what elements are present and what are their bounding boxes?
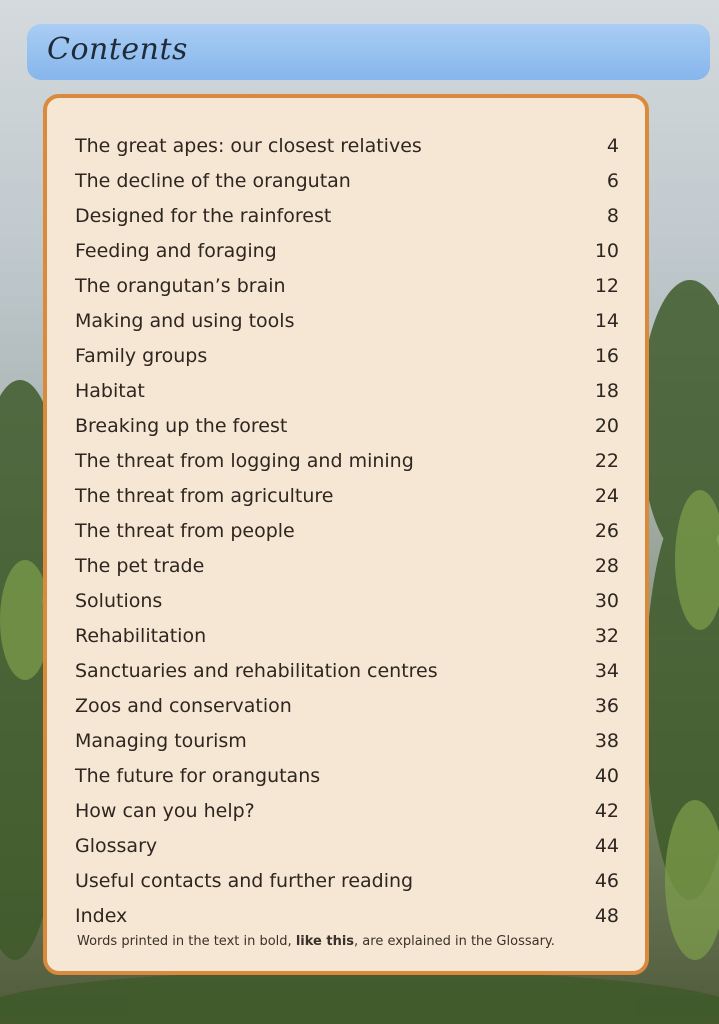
toc-entry-title: Glossary <box>75 834 158 857</box>
toc-entry-page: 48 <box>594 904 619 927</box>
toc-entry <box>75 548 619 583</box>
toc-entry <box>75 198 619 233</box>
toc-entry-page: 30 <box>594 589 619 612</box>
toc-entry-page: 40 <box>594 764 619 787</box>
toc-entry-page: 20 <box>594 414 619 437</box>
toc-entry-page: 38 <box>594 729 619 752</box>
contents-header-bar <box>27 24 710 80</box>
footnote-text-before: Words printed in the text in bold, <box>77 934 296 949</box>
toc-entry-page: 8 <box>606 204 619 227</box>
toc-entry <box>75 793 619 828</box>
toc-entry-title: The orangutan’s brain <box>75 274 286 297</box>
toc-entry-title: The threat from people <box>75 519 295 542</box>
table-of-contents <box>75 128 619 933</box>
toc-entry-page: 14 <box>594 309 619 332</box>
toc-entry <box>75 688 619 723</box>
toc-entry-title: Zoos and conservation <box>75 694 292 717</box>
toc-entry-title: The pet trade <box>75 554 205 577</box>
toc-entry <box>75 443 619 478</box>
toc-entry <box>75 303 619 338</box>
toc-entry <box>75 758 619 793</box>
toc-entry-page: 22 <box>594 449 619 472</box>
toc-entry-page: 42 <box>594 799 619 822</box>
toc-entry-title: Family groups <box>75 344 208 367</box>
toc-entry-title: Feeding and foraging <box>75 239 277 262</box>
toc-entry-title: The threat from agriculture <box>75 484 334 507</box>
toc-entry-page: 12 <box>594 274 619 297</box>
toc-entry-title: Useful contacts and further reading <box>75 869 414 892</box>
toc-entry-title: Sanctuaries and rehabilitation centres <box>75 659 438 682</box>
toc-entry <box>75 898 619 933</box>
toc-entry <box>75 163 619 198</box>
toc-entry-page: 18 <box>594 379 619 402</box>
toc-entry <box>75 233 619 268</box>
toc-entry <box>75 373 619 408</box>
toc-entry <box>75 828 619 863</box>
toc-entry-page: 34 <box>594 659 619 682</box>
toc-entry <box>75 653 619 688</box>
toc-entry <box>75 863 619 898</box>
toc-entry <box>75 723 619 758</box>
page-title: Contents <box>47 32 188 67</box>
toc-entry-title: Rehabilitation <box>75 624 207 647</box>
footnote-bold-example: like this <box>295 934 355 949</box>
toc-entry-page: 4 <box>606 134 619 157</box>
glossary-footnote <box>77 934 637 949</box>
toc-entry <box>75 478 619 513</box>
toc-entry-page: 44 <box>594 834 619 857</box>
toc-entry-page: 16 <box>594 344 619 367</box>
toc-entry-title: The great apes: our closest relatives <box>75 134 422 157</box>
toc-entry-title: The threat from logging and mining <box>75 449 414 472</box>
toc-entry-title: How can you help? <box>75 799 255 822</box>
toc-entry-page: 24 <box>594 484 619 507</box>
toc-entry-title: Index <box>75 904 128 927</box>
toc-entry-title: Breaking up the forest <box>75 414 288 437</box>
footnote-text-after: , are explained in the Glossary. <box>354 934 555 949</box>
toc-entry-page: 26 <box>594 519 619 542</box>
toc-entry <box>75 408 619 443</box>
toc-entry-title: Solutions <box>75 589 163 612</box>
toc-entry-page: 36 <box>594 694 619 717</box>
toc-entry-title: Managing tourism <box>75 729 247 752</box>
toc-entry <box>75 583 619 618</box>
toc-entry-title: Habitat <box>75 379 145 402</box>
toc-entry <box>75 128 619 163</box>
toc-entry <box>75 338 619 373</box>
contents-panel <box>43 94 649 975</box>
toc-entry-title: Making and using tools <box>75 309 295 332</box>
toc-entry <box>75 618 619 653</box>
toc-entry-title: Designed for the rainforest <box>75 204 332 227</box>
toc-entry-page: 6 <box>606 169 619 192</box>
toc-entry-page: 10 <box>594 239 619 262</box>
toc-entry-page: 28 <box>594 554 619 577</box>
toc-entry-title: The decline of the orangutan <box>75 169 351 192</box>
toc-entry-page: 32 <box>594 624 619 647</box>
toc-entry-title: The future for orangutans <box>75 764 321 787</box>
toc-entry <box>75 513 619 548</box>
toc-entry-page: 46 <box>594 869 619 892</box>
toc-entry <box>75 268 619 303</box>
